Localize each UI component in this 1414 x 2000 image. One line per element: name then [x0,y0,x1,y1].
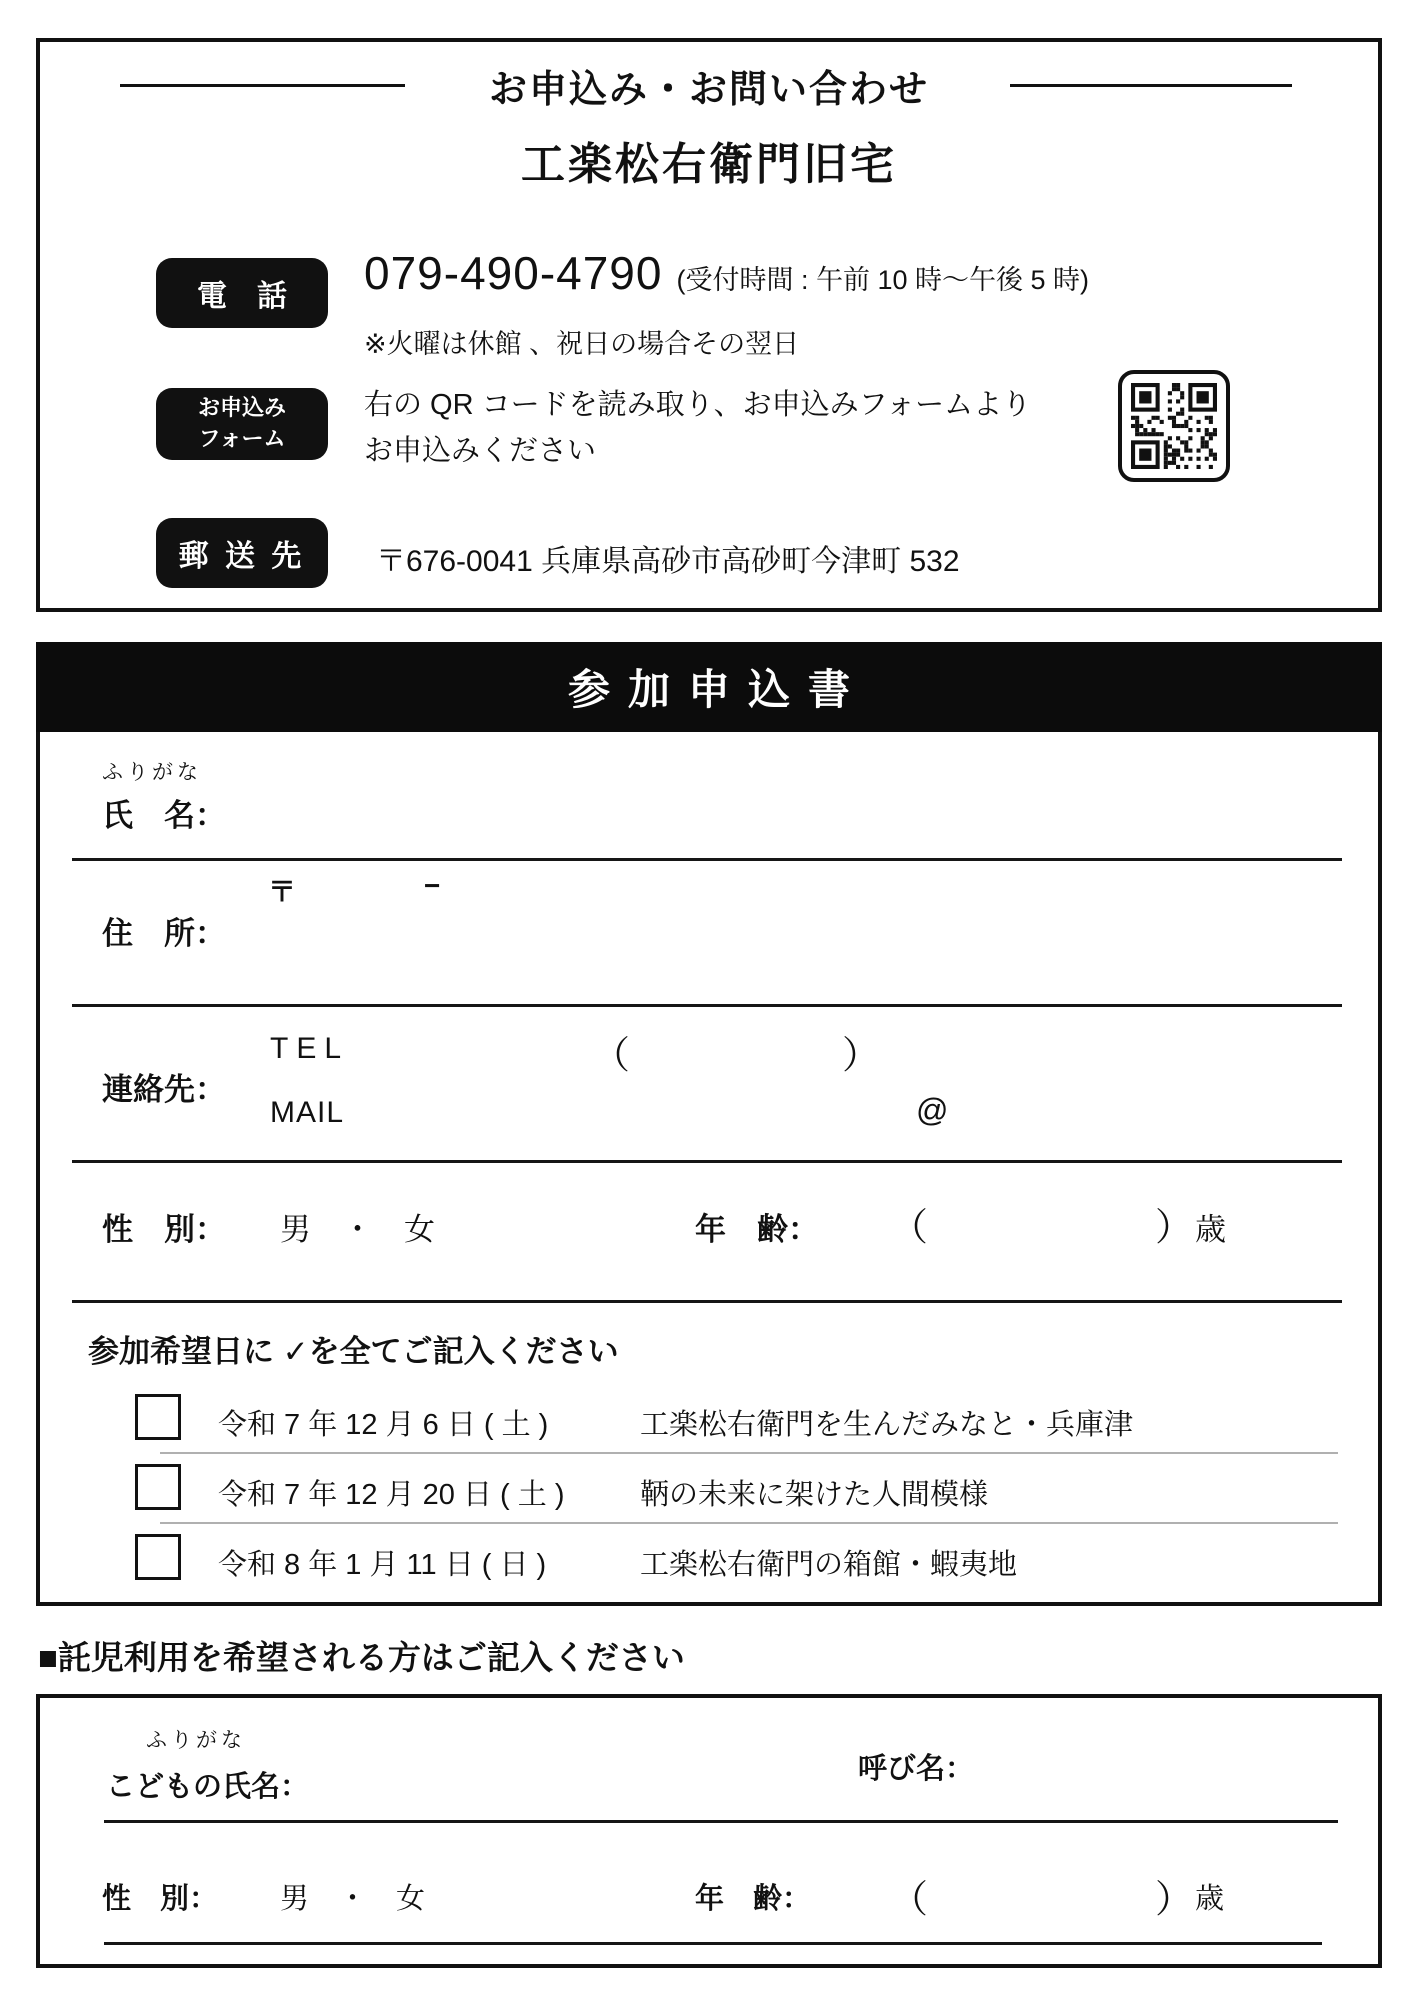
contact-field-label: 連絡先： [102,1072,226,1107]
child-age-label: 年 齢： [695,1883,812,1915]
child-age-paren-open: （ [890,1879,929,1921]
mail-label: MAIL [270,1096,345,1129]
tel-paren-close: ） [842,1035,881,1077]
age-paren-open: （ [890,1207,929,1249]
form-badge-line2: フォーム [198,426,286,451]
age-field-label: 年 齢： [695,1212,819,1247]
postal-dash: − [424,870,441,901]
date-checkbox-3[interactable] [135,1534,181,1580]
name-field-label: 氏 名： [102,798,226,833]
application-form-header [36,642,1382,732]
tel-label: TEL [270,1032,350,1065]
title-rule-right [1010,84,1292,87]
application-form-badge [156,388,328,460]
date-title-3: 工楽松右衛門の箱館・蝦夷地 [640,1549,1018,1581]
date-separator-1 [160,1452,1338,1454]
rule-under-name [72,858,1342,861]
date-checkbox-1[interactable] [135,1394,181,1440]
postal-mark: 〒 [268,876,297,907]
tel-paren-open: （ [592,1035,631,1077]
childcare-box [36,1694,1382,1968]
phone-note: ※火曜は休館 、祝日の場合その翌日 [364,329,800,359]
date-text-1: 令和 7 年 12 月 6 日 ( 土 ) [218,1409,549,1441]
childcare-furigana-label: ふりがな [146,1729,246,1752]
rule-under-gender [72,1300,1342,1303]
date-title-1: 工楽松右衛門を生んだみなと・兵庫津 [640,1409,1134,1441]
age-suffix: 歳 [1195,1212,1226,1247]
phone-line [364,246,1089,300]
childcare-heading: ■託児利用を希望される方はご記入ください [38,1639,685,1676]
facility-name: 工楽松右衛門旧宅 [521,140,897,189]
child-gender-label: 性 別： [102,1883,219,1915]
nickname-label: 呼び名： [858,1753,975,1785]
date-title-2: 鞆の未来に架けた人間模様 [640,1479,989,1511]
rule-under-address [72,1004,1342,1007]
contact-info-box [36,38,1382,612]
application-form-body [36,732,1382,1606]
rule-under-child-gender [104,1942,1322,1945]
gender-field-label: 性 別： [102,1212,226,1247]
child-age-suffix: 歳 [1195,1883,1225,1915]
mailing-address-badge [156,518,328,588]
contact-title: お申込み・お問い合わせ [488,69,929,111]
mail-badge-label: 郵 送 先 [178,540,306,573]
rule-under-contact [72,1160,1342,1163]
gender-options: 男 ・ 女 [280,1212,435,1247]
qr-code [1118,370,1230,482]
title-rule-left [120,84,405,87]
form-badge-line1: お申込み [197,395,286,421]
child-name-label: こどもの氏名： [106,1771,310,1803]
qr-instruction-line1: 右の QR コードを読み取り、お申込みフォームより [364,389,1032,421]
application-form-title: 参加申込書 [567,666,868,713]
phone-badge-label: 電 話 [197,280,287,313]
mailing-address: 〒676-0041 兵庫県高砂市高砂町今津町 532 [376,545,960,578]
date-separator-2 [160,1522,1338,1524]
date-text-2: 令和 7 年 12 月 20 日 ( 土 ) [218,1479,565,1511]
phone-badge [156,258,328,328]
phone-number: 079-490-4790 [364,247,663,299]
age-paren-close: ） [1155,1207,1194,1249]
at-sign: @ [916,1092,949,1128]
furigana-label: ふりがな [102,761,202,784]
dates-instruction: 参加希望日に ✓を全てご記入ください [88,1334,619,1369]
child-age-paren-close: ） [1155,1879,1194,1921]
address-field-label: 住 所： [102,916,226,951]
qr-code-pattern [1131,383,1217,469]
date-text-3: 令和 8 年 1 月 11 日 ( 日 ) [218,1549,547,1581]
child-gender-options: 男 ・ 女 [280,1883,426,1915]
phone-hours: (受付時間 : 午前 10 時〜午後 5 時) [676,265,1090,295]
rule-under-child-name [104,1820,1338,1823]
qr-instruction-line2: お申込みください [364,435,597,467]
qr-instruction [364,382,1031,474]
date-checkbox-2[interactable] [135,1464,181,1510]
